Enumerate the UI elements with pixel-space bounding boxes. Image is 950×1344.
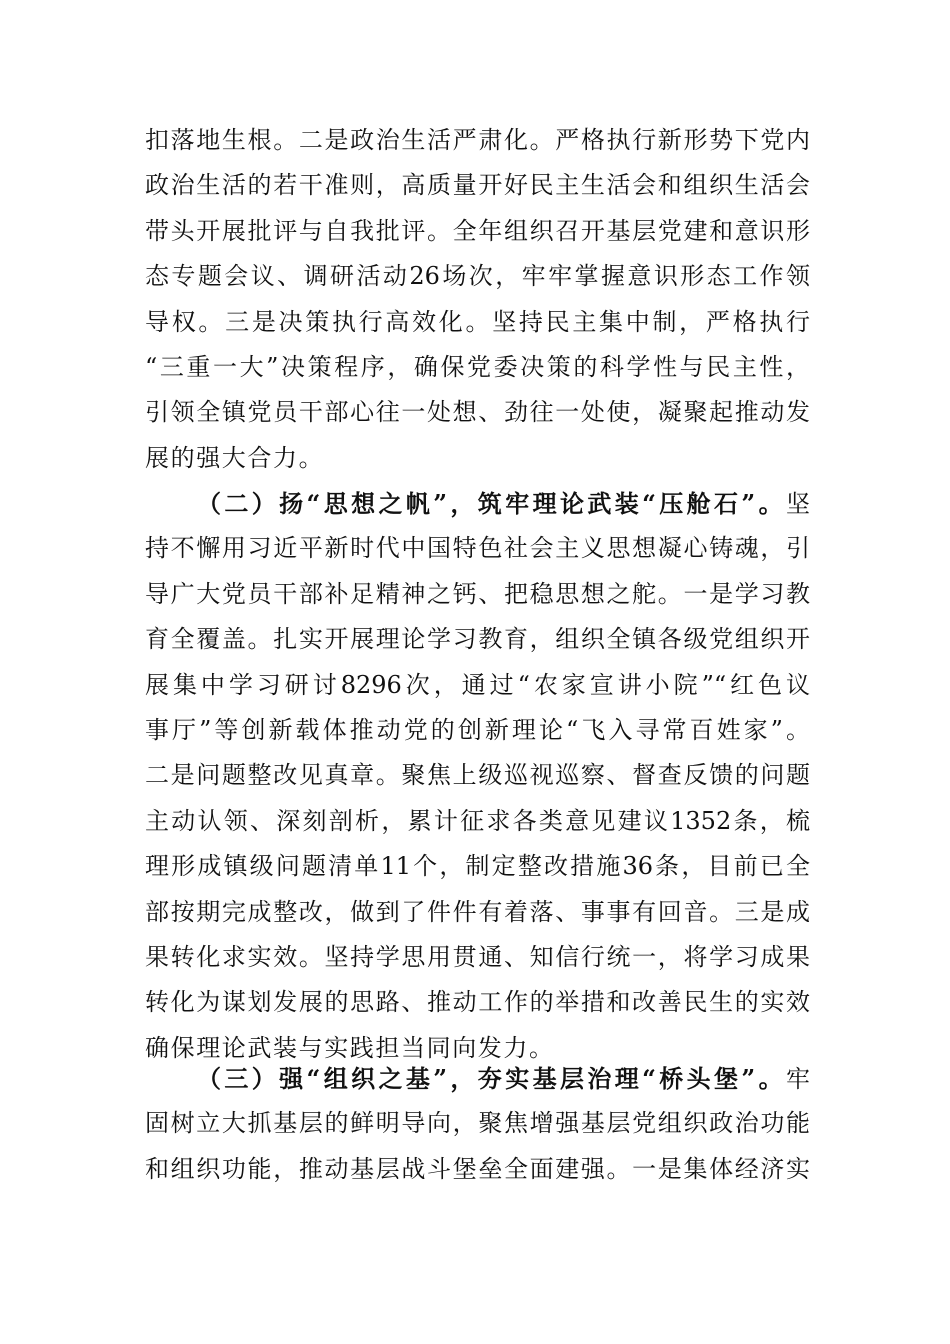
- text-line: 持不懈用习近平新时代中国特色社会主义思想凝心铸魂，引: [145, 534, 810, 563]
- text-line: 确保理论武装与实践担当同向发力。: [145, 1033, 555, 1062]
- text-line: 和组织功能，推动基层战斗堡垒全面建强。一是集体经济实: [145, 1154, 810, 1183]
- text-line: 引领全镇党员干部心往一处想、劲往一处使，凝聚起推动发: [145, 398, 810, 427]
- section2-heading: （二）扬“思想之帆”，筑牢理论武装“压舱石”。: [197, 489, 786, 518]
- text-line: 事厅”等创新载体推动党的创新理论“飞入寻常百姓家”。: [145, 715, 810, 744]
- text-line: 带头开展批评与自我批评。全年组织召开基层党建和意识形: [145, 216, 810, 245]
- text-line: “三重一大”决策程序，确保党委决策的科学性与民主性，: [145, 352, 810, 381]
- section1-paragraph: [145, 118, 810, 481]
- text-line: 部按期完成整改，做到了件件有着落、事事有回音。三是成: [145, 897, 810, 926]
- text-line: 固树立大抓基层的鲜明导向，聚焦增强基层党组织政治功能: [145, 1109, 810, 1138]
- text-line: 主动认领、深刻剖析，累计征求各类意见建议1352条，梳: [145, 806, 810, 835]
- text-line: 二是问题整改见真章。聚焦上级巡视巡察、督查反馈的问题: [145, 761, 810, 790]
- text-line: 导广大党员干部补足精神之钙、把稳思想之舵。一是学习教: [145, 579, 810, 608]
- text-line: 育全覆盖。扎实开展理论学习教育，组织全镇各级党组织开: [145, 625, 810, 654]
- section2-paragraph: [145, 481, 810, 1071]
- text-line: 理形成镇级问题清单11个，制定整改措施36条，目前已全: [145, 852, 810, 881]
- text-line: 果转化求实效。坚持学思用贯通、知信行统一，将学习成果: [145, 942, 810, 971]
- text-line: 态专题会议、调研活动26场次，牢牢掌握意识形态工作领: [145, 262, 810, 291]
- section2-first-line: [145, 481, 810, 526]
- section3-first-line: [145, 1056, 810, 1101]
- section2-first-line-rest: 坚: [786, 490, 810, 518]
- text-line: 导权。三是决策执行高效化。坚持民主集中制，严格执行: [145, 307, 810, 336]
- text-line: 扣落地生根。二是政治生活严肃化。严格执行新形势下党内: [145, 126, 810, 154]
- text-line: 政治生活的若干准则，高质量开好民主生活会和组织生活会: [145, 171, 810, 200]
- section3-heading: （三）强“组织之基”，夯实基层治理“桥头堡”。: [197, 1064, 786, 1093]
- section3-first-line-rest: 牢: [786, 1065, 810, 1093]
- text-line: 转化为谋划发展的思路、推动工作的举措和改善民生的实效: [145, 988, 810, 1017]
- section3-paragraph: [145, 1056, 810, 1192]
- text-line: 展的强大合力。: [145, 443, 325, 472]
- text-line: 展集中学习研讨8296次，通过“农家宣讲小院”“红色议: [145, 670, 810, 699]
